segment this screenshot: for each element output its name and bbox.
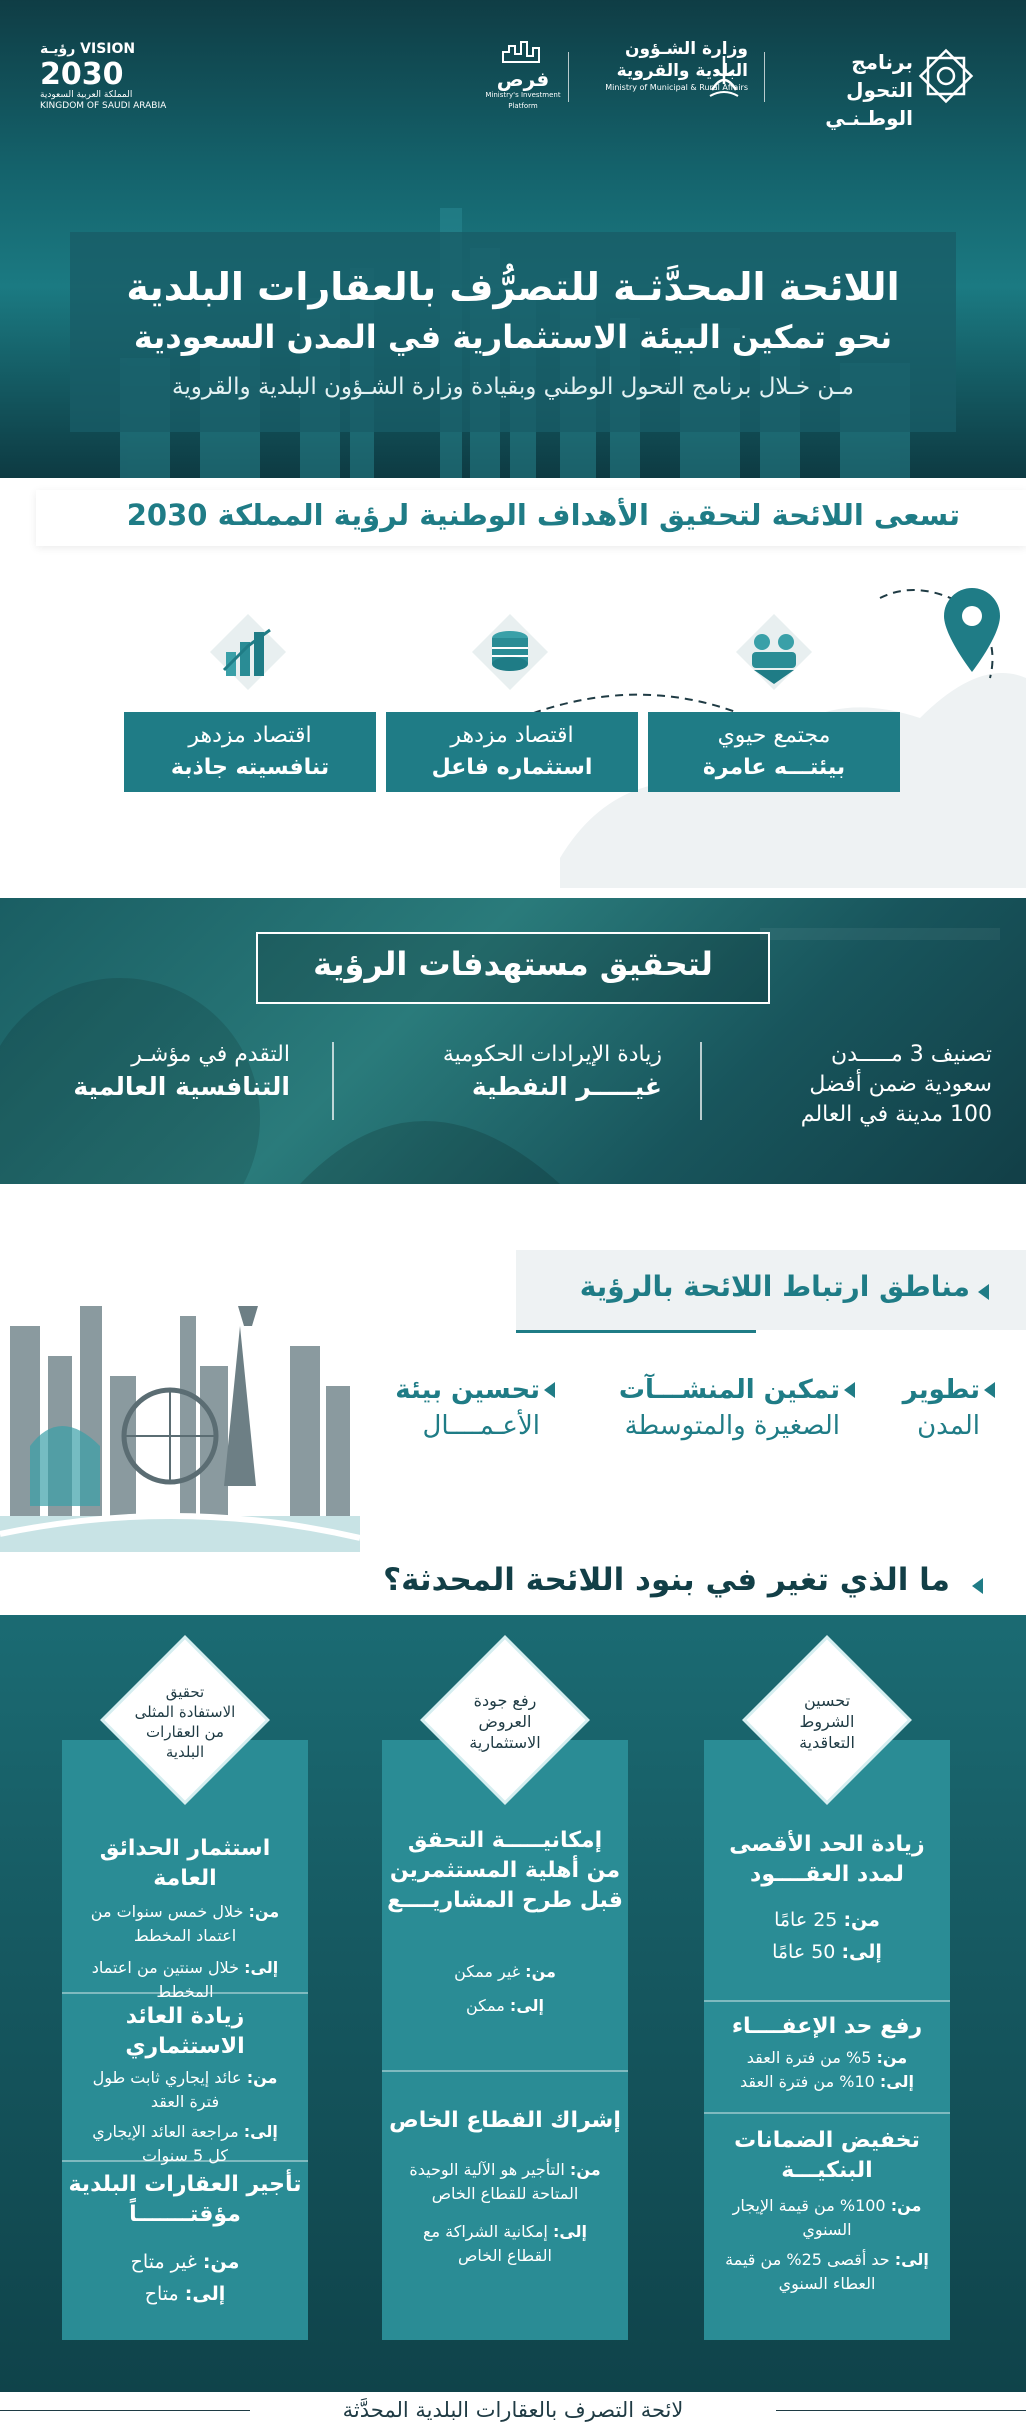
to-value: مراجعة العائد الإيجاري كل 5 سنوات	[92, 2122, 239, 2165]
ministry-sub: Ministry of Municipal & Rural Affairs	[605, 83, 748, 92]
from-label: من:	[890, 2196, 922, 2215]
column-separator	[62, 1992, 308, 1994]
ministry-line1: وزارة الشـؤون	[625, 39, 748, 59]
change-item-title: لمدد العقــــود	[750, 1862, 904, 1887]
change-item-to	[386, 2220, 624, 2268]
column-header-line: من العقارات	[146, 1723, 224, 1741]
change-item-from	[66, 1900, 304, 1948]
goal-card-line1: اقتصاد مزدهر	[450, 723, 574, 748]
link-section-title: مناطق ارتباط اللائحة بالرؤية	[579, 1270, 970, 1303]
goal-card-line1: مجتمع حيوي	[717, 723, 831, 748]
to-value: خلال سنتين من اعتماد المخطط	[91, 1958, 240, 2001]
change-item-title: إمكانيـــــة التحقق	[407, 1828, 603, 1853]
change-item-title: البنكيـــة	[781, 2158, 873, 2183]
growth-chart-icon	[208, 612, 288, 696]
furas-name: فرص	[496, 67, 550, 91]
change-item-from	[386, 2158, 624, 2206]
from-label: من:	[843, 1909, 880, 1931]
from-value: 25 عامًا	[774, 1909, 838, 1931]
change-item-title: تخفيض الضمانات	[734, 2128, 920, 2153]
change-item-title: إشراك القطاع الخاص	[389, 2108, 621, 2133]
link-item-bold: تمكين المنشـــآت	[618, 1375, 840, 1405]
change-item	[386, 2106, 624, 2268]
vision-logo-line1: VISION رؤيـة	[40, 41, 136, 57]
target-non-oil-revenue	[370, 1040, 662, 1104]
column-header-line: الاستفادة المثلى	[134, 1703, 236, 1721]
link-item-rest: المدن	[917, 1411, 980, 1441]
caret-left-icon	[978, 1284, 989, 1300]
target-line3: 100 مدينة في العالم	[800, 1102, 992, 1127]
target-competitiveness	[40, 1040, 290, 1104]
furas-sub: Ministry's Investment Platform	[485, 91, 561, 110]
column-separator	[62, 2160, 308, 2162]
column-header-line: رفع جودة	[473, 1691, 537, 1710]
change-item	[708, 1830, 946, 1968]
ntp-line1: برنامج التحول	[846, 50, 913, 102]
riyadh-city-illustration	[0, 1286, 360, 1552]
from-label: من:	[569, 2160, 601, 2179]
from-value: غير ممكن	[454, 1962, 521, 1981]
change-item-to	[708, 2070, 946, 2094]
change-item-title: قبل طرح المشاريــــع	[387, 1888, 623, 1913]
link-item-bold: تحسين بيئة	[395, 1375, 540, 1405]
from-value: 5% من فترة العقد	[746, 2048, 872, 2067]
goal-card-effective-investment	[386, 712, 638, 792]
goal-card-line1: اقتصاد مزدهر	[188, 723, 312, 748]
change-item-from	[708, 2046, 946, 2070]
link-item-bold: تطوير	[902, 1375, 980, 1405]
target-line1: التقدم في مؤشـر	[131, 1042, 290, 1067]
column-header-line: تحسين	[803, 1691, 851, 1710]
to-label: إلى:	[243, 2122, 278, 2141]
goal-card-line2: استثماره فاعل	[431, 755, 593, 780]
column-header-line: الاستثمارية	[469, 1733, 541, 1752]
caret-left-icon	[984, 1382, 995, 1398]
to-label: إلى:	[552, 2222, 588, 2241]
vision-2030-logo	[40, 38, 180, 118]
change-item-from	[386, 1960, 624, 1984]
to-value: ممكن	[465, 1996, 505, 2015]
main-subtitle: نحو تمكين البيئة الاستثمارية في المدن السعودية	[133, 318, 893, 356]
change-item-to	[708, 2248, 946, 2296]
change-item-from	[708, 1904, 946, 1936]
column-header-line: الشروط	[799, 1712, 855, 1731]
change-item-to	[66, 1956, 304, 2004]
vision-logo-line2: 2030	[40, 57, 124, 92]
change-item-from	[708, 2194, 946, 2242]
column-header-contract-terms	[742, 1690, 912, 1753]
to-value: متاح	[144, 2283, 179, 2305]
column-separator	[704, 2112, 950, 2114]
from-value: عائد إيجاري ثابت طول فترة العقد	[92, 2068, 242, 2111]
community-icon	[734, 612, 814, 696]
ministry-line2: البلدية والقروية	[616, 61, 748, 81]
to-label: إلى:	[841, 1941, 882, 1963]
logo-divider	[764, 52, 765, 102]
link-item-sme-enablement	[570, 1372, 840, 1444]
goal-card-vibrant-society	[648, 712, 900, 792]
location-pin-icon	[940, 584, 1004, 674]
change-item-from	[66, 2246, 304, 2278]
vision-logo-line3: المملكة العربية السعودية	[40, 90, 133, 100]
from-label: من:	[525, 1962, 556, 1981]
vision-logo-line4: KINGDOM OF SAUDI ARABIA	[40, 101, 167, 111]
goal-card-line2: بيئتـــه عامرة	[702, 755, 846, 780]
changes-title: ما الذي تغير في بنود اللائحة المحدثة؟	[383, 1562, 950, 1598]
column-header-line: تحقيق	[165, 1683, 205, 1701]
from-label: من:	[248, 1902, 280, 1921]
target-line2: غيـــــر النفطية	[471, 1072, 662, 1101]
target-line1: زيادة الإيرادات الحكومية	[442, 1042, 662, 1067]
from-label: من:	[202, 2251, 240, 2273]
from-label: من:	[246, 2068, 278, 2087]
column-header-optimal-use	[100, 1682, 270, 1762]
to-label: إلى:	[509, 1996, 544, 2015]
change-item-to	[708, 1936, 946, 1968]
footer-text: لائحة التصرف بالعقارات البلدية المحدَّثة	[250, 2392, 776, 2432]
from-label: من:	[876, 2048, 908, 2067]
to-value: إمكانية الشراكة مع القطاع الخاص	[422, 2222, 552, 2265]
caret-left-icon	[544, 1382, 555, 1398]
ntp-star-icon	[914, 44, 978, 108]
to-value: حد أقصى 25% من قيمة العطاء السنوي	[725, 2250, 890, 2293]
ntp-line2: الوطـنـي	[825, 106, 913, 130]
change-item-title: زيادة العائد الاستثماري	[125, 2004, 245, 2059]
target-divider	[700, 1042, 702, 1120]
furas-skyline-icon	[501, 38, 545, 64]
change-item-title: تأجير العقارات البلدية	[68, 2172, 302, 2197]
change-item-title: من أهلية المستثمرين	[389, 1858, 621, 1883]
ntp-logo	[778, 48, 913, 128]
column-header-investment-quality	[420, 1690, 590, 1753]
caret-left-icon	[972, 1578, 983, 1594]
change-item	[708, 2126, 946, 2296]
change-item	[66, 2170, 304, 2310]
from-value: غير متاح	[130, 2251, 197, 2273]
column-header-line: البلدية	[165, 1743, 205, 1761]
change-item-to	[386, 1994, 624, 2018]
to-label: إلى:	[894, 2250, 929, 2269]
goal-card-line2: تنافسيته جاذبة	[170, 755, 330, 780]
main-title: اللائحة المحدَّثـة للتصرُّف بالعقارات البلدية	[126, 265, 900, 309]
change-item-title: مؤقتـــــــاً	[129, 2202, 241, 2227]
target-line1: تصنيف 3 مـــــدن	[831, 1042, 992, 1067]
goals-heading-band	[0, 490, 1026, 546]
to-value: 50 عامًا	[772, 1941, 836, 1963]
from-value: خلال خمس سنوات من اعتماد المخطط	[90, 1902, 244, 1945]
saudi-emblem-icon	[698, 50, 750, 102]
goals-heading: تسعى اللائحة لتحقيق الأهداف الوطنية لرؤية المملكة 2030	[126, 498, 960, 532]
to-label: إلى:	[184, 2283, 226, 2305]
target-line2: سعودية ضمن أفضل	[809, 1072, 992, 1097]
coins-icon	[470, 612, 550, 696]
furas-logo	[482, 38, 564, 118]
change-item	[66, 2002, 304, 2168]
change-item	[386, 1826, 624, 2018]
link-title-underline	[516, 1330, 756, 1333]
change-item-to	[66, 2278, 304, 2310]
change-item-title: استثمار الحدائق العامة	[99, 1836, 271, 1891]
caret-left-icon	[844, 1382, 855, 1398]
change-item	[708, 2012, 946, 2094]
target-divider	[332, 1042, 334, 1120]
change-item-from	[66, 2066, 304, 2114]
column-separator	[704, 2000, 950, 2002]
column-separator	[382, 2070, 628, 2072]
logo-divider	[568, 52, 569, 102]
change-item-title: رفع حد الإعفــــاء	[731, 2014, 923, 2039]
link-item-rest: الأعـمــــال	[422, 1411, 540, 1441]
target-line2: التنافسية العالمية	[73, 1072, 290, 1101]
to-value: 10% من فترة العقد	[740, 2072, 875, 2091]
link-item-rest: الصغيرة والمتوسطة	[624, 1411, 840, 1441]
column-header-line: العروض	[478, 1712, 532, 1731]
header-banner	[0, 0, 1026, 478]
column-header-line: التعاقدية	[799, 1733, 855, 1752]
change-item	[66, 1834, 304, 2004]
link-item-city-development	[870, 1372, 980, 1444]
to-label: إلى:	[244, 1958, 279, 1977]
from-value: التأجير هو الآلية الوحيدة المتاحة للقطاع الخاص	[409, 2160, 579, 2203]
link-item-business-environment	[380, 1372, 540, 1444]
to-label: إلى:	[879, 2072, 914, 2091]
change-item-title: زيادة الحد الأقصى	[729, 1832, 925, 1857]
goal-card-attractive-competitiveness	[124, 712, 376, 792]
vision-targets-title: لتحقيق مستهدفات الرؤية	[313, 945, 713, 983]
from-value: 100% من قيمة الإيجار السنوي	[732, 2196, 886, 2239]
title-tagline: مـن خـلال برنامج التحول الوطني وبقيادة وزارة الشـؤون البلدية والقروية	[171, 374, 854, 400]
target-cities-ranking	[736, 1040, 992, 1130]
